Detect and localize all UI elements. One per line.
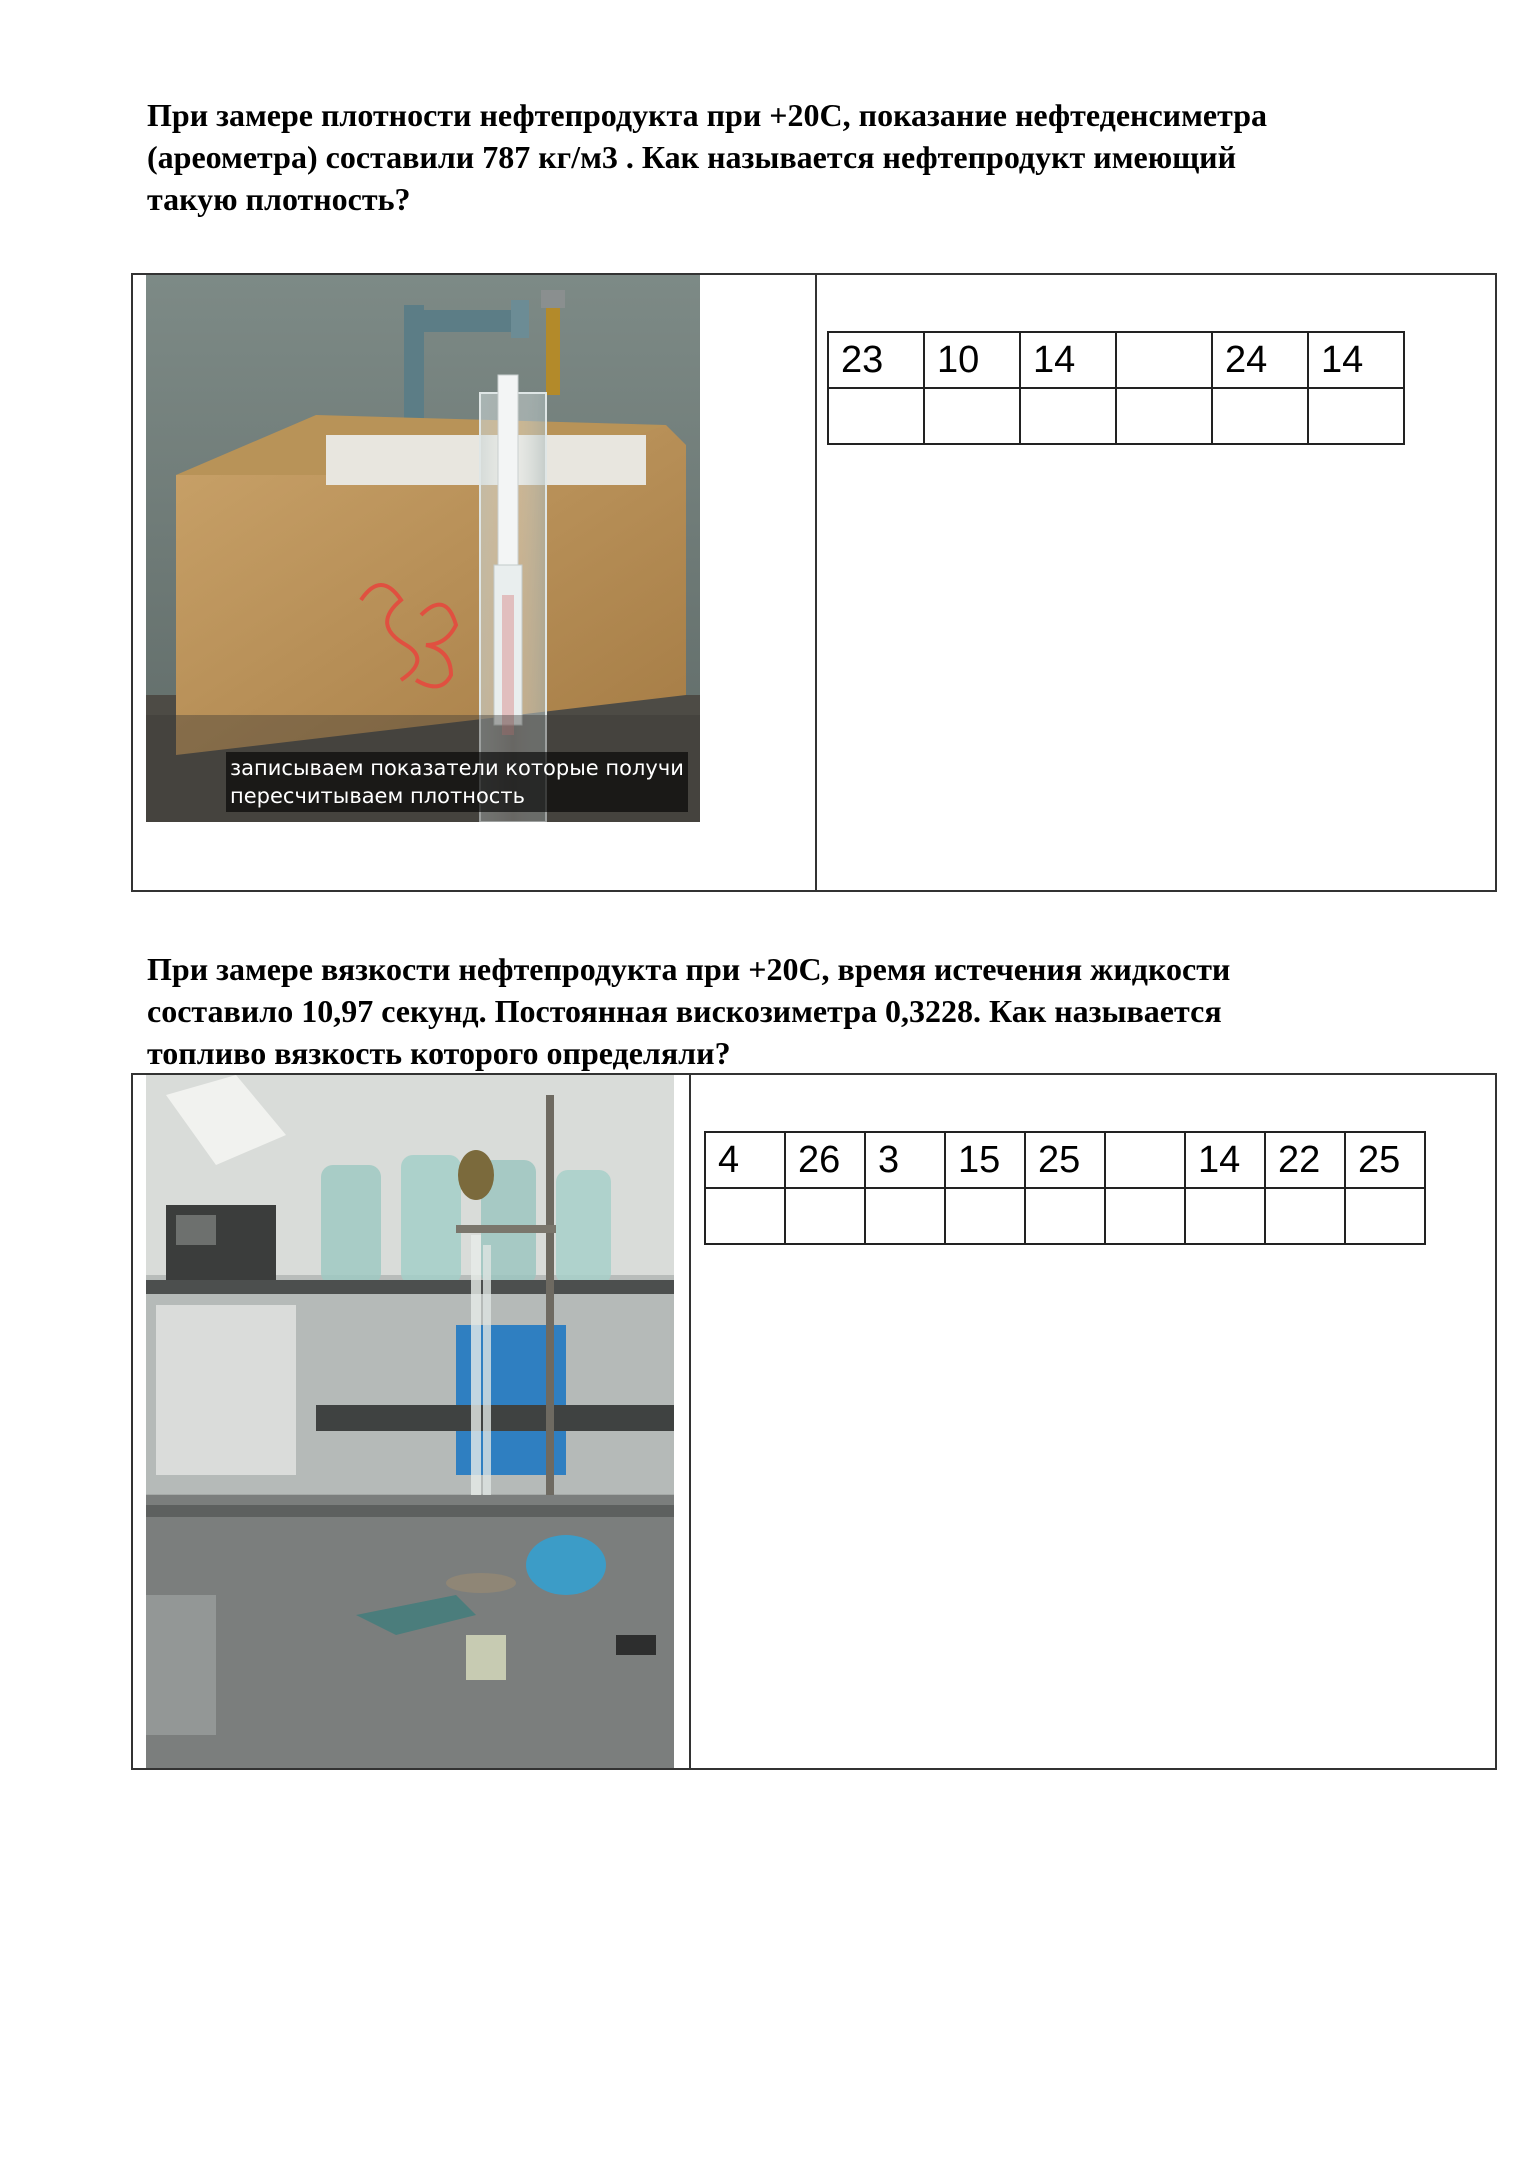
video-subtitle-line: записываем показатели которые получи: [230, 756, 684, 780]
question-1-line: (ареометра) составили 787 кг/м3 . Как называется нефтепродукт имеющий: [147, 139, 1237, 175]
code-cell: 15: [945, 1132, 1025, 1188]
answer-row: [828, 388, 1404, 444]
code-cell: 26: [785, 1132, 865, 1188]
code-cell: 23: [828, 332, 924, 388]
code-cell: 25: [1345, 1132, 1425, 1188]
code-cell: [1116, 332, 1212, 388]
answer-code-table-2: [704, 1131, 1426, 1245]
frame-divider: [815, 275, 817, 890]
answer-code-table-1: [827, 331, 1405, 445]
code-cell: 14: [1185, 1132, 1265, 1188]
answer-cell[interactable]: [1185, 1188, 1265, 1244]
question-1-line: При замере плотности нефтепродукта при +20С, показание нефтеденсиметра: [147, 97, 1267, 133]
code-row: [705, 1132, 1425, 1188]
code-cell: 3: [865, 1132, 945, 1188]
answer-row: [705, 1188, 1425, 1244]
answer-cell[interactable]: [828, 388, 924, 444]
answer-cell[interactable]: [945, 1188, 1025, 1244]
answer-cell[interactable]: [1020, 388, 1116, 444]
answer-cell[interactable]: [1345, 1188, 1425, 1244]
code-cell: 25: [1025, 1132, 1105, 1188]
question-1-line: такую плотность?: [147, 181, 411, 217]
answer-cell[interactable]: [1025, 1188, 1105, 1244]
frame-divider: [689, 1075, 691, 1768]
code-cell: 14: [1020, 332, 1116, 388]
answer-cell[interactable]: [1212, 388, 1308, 444]
viscometer-scene-image: [146, 1075, 674, 1768]
video-subtitle-line: пересчитываем плотность: [230, 784, 525, 808]
hydrometer-scene-image: [146, 275, 700, 822]
answer-cell[interactable]: [1105, 1188, 1185, 1244]
question-2-line: При замере вязкости нефтепродукта при +20С, время истечения жидкости: [147, 951, 1231, 987]
code-cell: 4: [705, 1132, 785, 1188]
code-cell: 22: [1265, 1132, 1345, 1188]
hydrometer-photo: [146, 275, 700, 822]
question-2-line: составило 10,97 секунд. Постоянная вискозиметра 0,3228. Как называется: [147, 993, 1222, 1029]
answer-cell[interactable]: [1116, 388, 1212, 444]
code-cell: [1105, 1132, 1185, 1188]
question-2-text: [147, 948, 1437, 1074]
video-subtitle: [226, 752, 688, 812]
answer-cell[interactable]: [705, 1188, 785, 1244]
code-cell: 14: [1308, 332, 1404, 388]
question-1-text: [147, 94, 1437, 220]
code-cell: 10: [924, 332, 1020, 388]
code-cell: 24: [1212, 332, 1308, 388]
answer-cell[interactable]: [785, 1188, 865, 1244]
answer-cell[interactable]: [1265, 1188, 1345, 1244]
answer-cell[interactable]: [1308, 388, 1404, 444]
code-row: [828, 332, 1404, 388]
question-2-line: топливо вязкость которого определяли?: [147, 1035, 731, 1071]
answer-cell[interactable]: [865, 1188, 945, 1244]
answer-cell[interactable]: [924, 388, 1020, 444]
viscometer-photo: [146, 1075, 674, 1768]
